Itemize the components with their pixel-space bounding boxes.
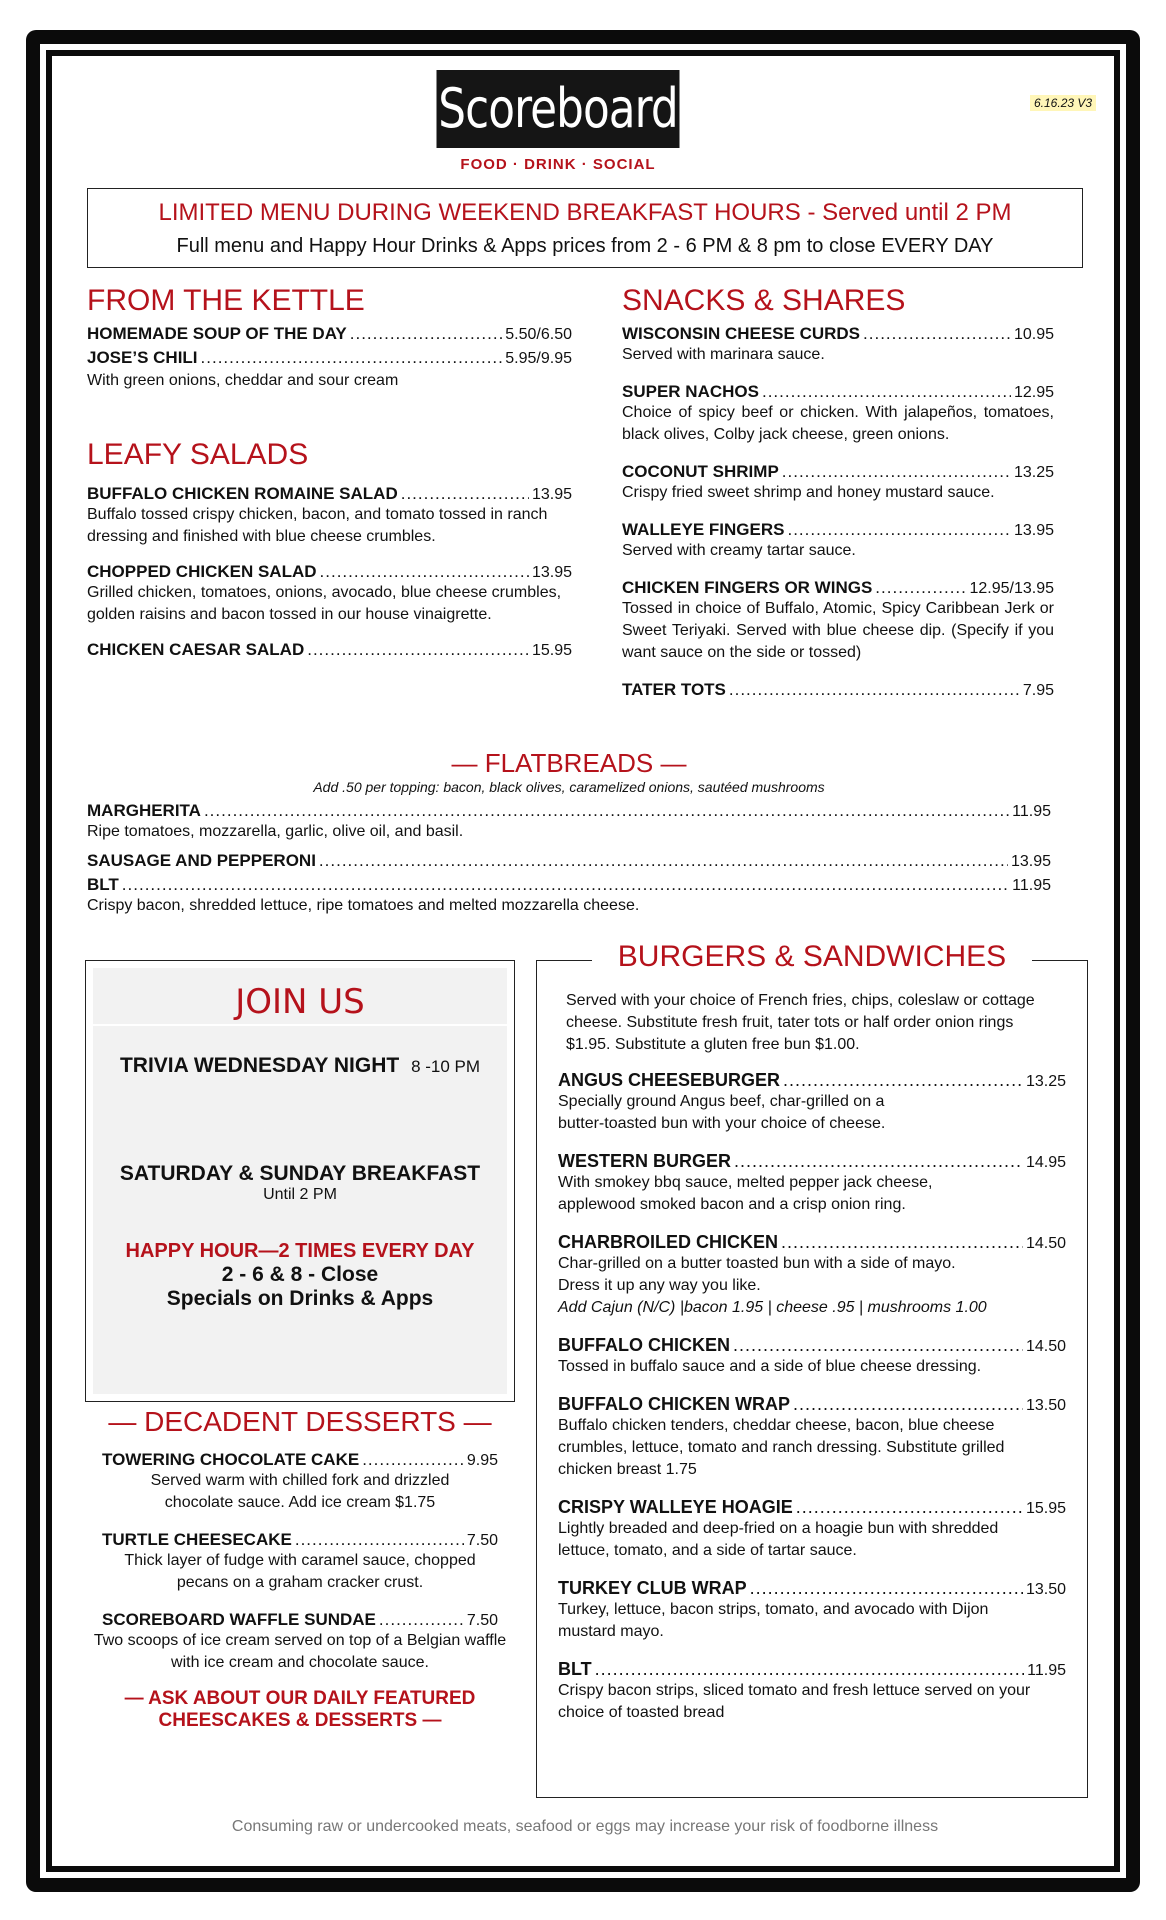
dot-leader xyxy=(295,1530,464,1550)
dot-leader xyxy=(863,324,1011,344)
menu-item xyxy=(102,1450,498,1470)
item-name: BLT xyxy=(87,875,119,894)
dessert-feature-line-2: CHEESCAKES & DESSERTS — xyxy=(158,1710,442,1731)
dot-leader xyxy=(362,1450,464,1470)
menu-item xyxy=(622,324,1054,344)
item-name: WESTERN BURGER xyxy=(558,1151,732,1171)
dot-leader xyxy=(350,324,503,344)
item-price: 11.95 xyxy=(1027,1662,1066,1679)
item-name: BUFFALO CHICKEN ROMAINE SALAD xyxy=(87,484,398,503)
notice-line-1: LIMITED MENU DURING WEEKEND BREAKFAST HOURS - Served until 2 PM xyxy=(158,199,1012,226)
item-price: 13.25 xyxy=(1025,1073,1066,1090)
dot-leader xyxy=(122,875,1009,895)
dot-leader xyxy=(875,578,966,598)
item-name: SCOREBOARD WAFFLE SUNDAE xyxy=(102,1610,376,1629)
menu-item xyxy=(87,875,1051,895)
item-description: Specially ground Angus beef, char-grilled on a butter-toasted bun with your choice of cheese. xyxy=(558,1093,886,1132)
item-price: 15.95 xyxy=(531,642,572,659)
menu-item xyxy=(87,851,1051,871)
menu-item xyxy=(622,382,1054,402)
item-description: With smokey bbq sauce, melted pepper jack cheese, applewood smoked bacon and a crisp onion ring. xyxy=(558,1174,933,1213)
item-price: 5.95/9.95 xyxy=(505,350,572,367)
dot-leader xyxy=(781,1232,1023,1253)
dessert-feature-line-1: — ASK ABOUT OUR DAILY FEATURED xyxy=(124,1688,476,1709)
item-description: Two scoops of ice cream served on top of a Belgian waffle with ice cream and chocolate sauce. xyxy=(93,1632,507,1671)
dot-leader xyxy=(201,348,503,368)
section-title: SNACKS & SHARES xyxy=(622,284,906,317)
item-description: Lightly breaded and deep-fried on a hoagie bun with shredded lettuce, tomato, and a side of tartar sauce. xyxy=(558,1520,999,1559)
join-title: JOIN US xyxy=(235,982,365,1022)
item-name: TATER TOTS xyxy=(622,680,726,699)
menu-item xyxy=(558,1070,1066,1091)
item-description: Buffalo chicken tenders, cheddar cheese, bacon, blue cheese crumbles, lettuce, tomato and ranch dressing. Substitute grilled chicken breast 1.75 xyxy=(558,1417,1005,1478)
dot-leader xyxy=(787,520,1010,540)
item-name: ANGUS CHEESEBURGER xyxy=(558,1070,781,1090)
dot-leader xyxy=(595,1659,1024,1680)
item-description: Buffalo tossed crispy chicken, bacon, and tomato tossed in ranch dressing and finished with blue cheese crumbles. xyxy=(87,506,548,545)
menu-item xyxy=(558,1232,1066,1253)
dot-leader xyxy=(793,1394,1023,1415)
item-description: Choice of spicy beef or chicken. With jalapeños, tomatoes, black olives, Colby jack cheese, green onions. xyxy=(622,404,1054,443)
item-description: Turkey, lettuce, bacon strips, tomato, and avocado with Dijon mustard mayo. xyxy=(558,1601,989,1640)
section-title: LEAFY SALADS xyxy=(87,438,309,471)
item-name: WISCONSIN CHEESE CURDS xyxy=(622,324,861,343)
dot-leader xyxy=(734,1151,1023,1172)
menu-item xyxy=(622,520,1054,540)
item-price: 10.95 xyxy=(1013,326,1054,343)
logo-tagline: FOOD · DRINK · SOCIAL xyxy=(460,156,656,173)
menu-item xyxy=(87,484,572,504)
menu-item xyxy=(558,1335,1066,1356)
dot-leader xyxy=(783,1070,1023,1091)
menu-item xyxy=(558,1659,1066,1680)
item-name: CRISPY WALLEYE HOAGIE xyxy=(558,1497,793,1517)
dot-leader xyxy=(796,1497,1023,1518)
dot-leader xyxy=(762,382,1011,402)
item-price: 13.50 xyxy=(1025,1581,1066,1598)
menu-item xyxy=(558,1497,1066,1518)
notice-line-2: Full menu and Happy Hour Drinks & Apps prices from 2 - 6 PM & 8 pm to close EVERY DAY xyxy=(176,235,994,257)
snacks-section xyxy=(622,284,1054,700)
item-price: 13.95 xyxy=(1010,853,1051,870)
join-us-panel xyxy=(93,968,507,1394)
item-description: Ripe tomatoes, mozzarella, garlic, olive oil, and basil. xyxy=(87,823,464,840)
item-price: 5.50/6.50 xyxy=(505,326,572,343)
happy-hour-specials: Specials on Drinks & Apps xyxy=(166,1287,434,1310)
item-price: 13.95 xyxy=(531,564,572,581)
burgers-title: BURGERS & SANDWICHES xyxy=(592,940,1032,974)
flatbreads-section xyxy=(87,748,1051,917)
scoreboard-logo: Scoreboard xyxy=(437,70,680,148)
dot-leader xyxy=(782,462,1011,482)
item-name: JOSE’S CHILI xyxy=(87,348,198,367)
item-description: Tossed in buffalo sauce and a side of blue cheese dressing. xyxy=(558,1358,982,1375)
divider xyxy=(93,1024,507,1026)
item-price: 13.50 xyxy=(1025,1397,1066,1414)
item-price: 15.95 xyxy=(1025,1500,1066,1517)
item-price: 14.50 xyxy=(1025,1235,1066,1252)
dot-leader xyxy=(401,484,529,504)
item-name: MARGHERITA xyxy=(87,801,201,820)
item-name: SUPER NACHOS xyxy=(622,382,759,401)
dot-leader xyxy=(750,1578,1023,1599)
desserts-section xyxy=(80,1406,520,1732)
item-name: TURKEY CLUB WRAP xyxy=(558,1578,747,1598)
item-price: 13.25 xyxy=(1013,464,1054,481)
breakfast-time: Until 2 PM xyxy=(263,1186,337,1203)
item-description: Crispy bacon strips, sliced tomato and fresh lettuce served on your choice of toasted bread xyxy=(558,1682,1031,1721)
dot-leader xyxy=(204,801,1009,821)
menu-item xyxy=(622,578,1054,598)
item-name: CHICKEN CAESAR SALAD xyxy=(87,640,305,659)
item-name: TURTLE CHEESECAKE xyxy=(102,1530,292,1549)
menu-item xyxy=(87,562,572,582)
item-name: BLT xyxy=(558,1659,592,1679)
item-price: 7.50 xyxy=(466,1612,498,1629)
item-price: 11.95 xyxy=(1012,877,1051,894)
item-price: 12.95/13.95 xyxy=(969,580,1054,597)
dot-leader xyxy=(320,562,529,582)
section-title: — FLATBREADS — xyxy=(451,748,687,778)
limited-menu-notice xyxy=(87,188,1083,268)
item-price: 13.95 xyxy=(1013,522,1054,539)
item-description: Tossed in choice of Buffalo, Atomic, Spicy Caribbean Jerk or Sweet Teriyaki. Served with blue cheese dip. (Specify if you want sauce on the side or tossed) xyxy=(622,600,1054,661)
dot-leader xyxy=(319,851,1008,871)
menu-item xyxy=(558,1578,1066,1599)
menu-item xyxy=(87,324,572,344)
menu-item xyxy=(87,801,1051,821)
item-price: 14.95 xyxy=(1025,1154,1066,1171)
breakfast-label: SATURDAY & SUNDAY BREAKFAST xyxy=(119,1162,481,1185)
version-label: 6.16.23 V3 xyxy=(1030,95,1096,111)
item-name: BUFFALO CHICKEN WRAP xyxy=(558,1394,790,1414)
trivia-label: TRIVIA WEDNESDAY NIGHT xyxy=(119,1054,400,1077)
menu-item xyxy=(102,1530,498,1550)
item-name: CHOPPED CHICKEN SALAD xyxy=(87,562,317,581)
item-name: COCONUT SHRIMP xyxy=(622,462,779,481)
item-price: 7.95 xyxy=(1022,682,1054,699)
item-description: Served with marinara sauce. xyxy=(622,346,825,363)
happy-hour-times: 2 - 6 & 8 - Close xyxy=(221,1263,379,1286)
salads-section xyxy=(87,438,572,660)
item-price: 7.50 xyxy=(466,1532,498,1549)
trivia-line xyxy=(93,1054,507,1078)
item-description: Crispy bacon, shredded lettuce, ripe tomatoes and melted mozzarella cheese. xyxy=(87,897,640,914)
menu-item xyxy=(622,462,1054,482)
burgers-section xyxy=(558,990,1066,1724)
item-price: 9.95 xyxy=(466,1452,498,1469)
item-description: Thick layer of fudge with caramel sauce, chopped pecans on a graham cracker crust. xyxy=(124,1552,476,1591)
item-price: 11.95 xyxy=(1012,803,1051,820)
item-name: WALLEYE FINGERS xyxy=(622,520,785,539)
item-price: 14.50 xyxy=(1025,1338,1066,1355)
trivia-time: 8 -10 PM xyxy=(411,1057,481,1076)
section-title: — DECADENT DESSERTS — xyxy=(108,1406,492,1437)
menu-item xyxy=(622,680,1054,700)
section-title: FROM THE KETTLE xyxy=(87,284,365,317)
item-name: CHARBROILED CHICKEN xyxy=(558,1232,778,1252)
dot-leader xyxy=(379,1610,464,1630)
menu-item xyxy=(558,1394,1066,1415)
dot-leader xyxy=(733,1335,1023,1356)
item-name: HOMEMADE SOUP OF THE DAY xyxy=(87,324,347,343)
menu-item xyxy=(102,1610,498,1630)
dot-leader xyxy=(729,680,1020,700)
item-description: Served warm with chilled fork and drizzled chocolate sauce. Add ice cream $1.75 xyxy=(150,1472,450,1511)
dot-leader xyxy=(307,640,529,660)
item-name: BUFFALO CHICKEN xyxy=(558,1335,730,1355)
item-description: Char-grilled on a butter toasted bun with a side of mayo. Dress it up any way you like. xyxy=(558,1255,956,1294)
item-name: CHICKEN FINGERS OR WINGS xyxy=(622,578,873,597)
happy-hour-label: HAPPY HOUR—2 TIMES EVERY DAY xyxy=(125,1240,475,1262)
food-safety-disclaimer: Consuming raw or undercooked meats, seafood or eggs may increase your risk of foodborne illness xyxy=(231,1818,939,1835)
item-description: With green onions, cheddar and sour cream xyxy=(87,372,399,389)
item-description: Served with creamy tartar sauce. xyxy=(622,542,856,559)
item-name: TOWERING CHOCOLATE CAKE xyxy=(102,1450,360,1469)
item-addons: Add Cajun (N/C) |bacon 1.95 | cheese .95 | mushrooms 1.00 xyxy=(558,1299,987,1316)
menu-item xyxy=(87,640,572,660)
item-description: Grilled chicken, tomatoes, onions, avocado, blue cheese crumbles, golden raisins and bacon tossed in our house vinaigrette. xyxy=(87,584,562,623)
item-description: Crispy fried sweet shrimp and honey mustard sauce. xyxy=(622,484,995,501)
item-price: 12.95 xyxy=(1013,384,1054,401)
topping-note: Add .50 per topping: bacon, black olives, caramelized onions, sautéed mushrooms xyxy=(313,779,825,795)
item-name: SAUSAGE AND PEPPERONI xyxy=(87,851,316,870)
burgers-intro: Served with your choice of French fries, chips, coleslaw or cottage cheese. Substitute fresh fruit, tater tots or half order onion rings $1.95. Substitute a gluten free bun $1.00. xyxy=(566,992,1035,1053)
item-price: 13.95 xyxy=(531,486,572,503)
kettle-section xyxy=(87,284,572,392)
menu-item xyxy=(558,1151,1066,1172)
menu-item xyxy=(87,348,572,368)
